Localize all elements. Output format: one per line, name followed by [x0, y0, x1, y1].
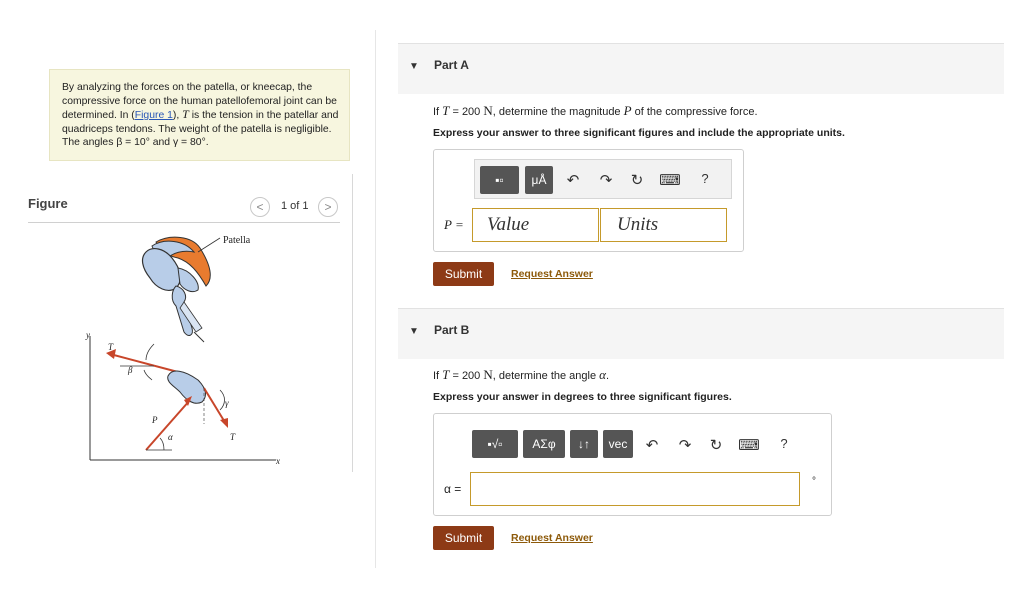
part-a-title: Part A: [434, 58, 469, 72]
figure-header-divider: [28, 222, 340, 223]
next-figure-button[interactable]: >: [318, 197, 338, 217]
templates-button[interactable]: ▪√▫: [472, 430, 518, 458]
units-button[interactable]: μÅ: [525, 166, 553, 194]
prev-figure-button[interactable]: <: [250, 197, 270, 217]
greek-symbols-button[interactable]: ΑΣφ: [523, 430, 565, 458]
part-b-answer-box: [433, 413, 832, 516]
tension-label-upper: T: [108, 342, 114, 352]
keyboard-icon[interactable]: ⌨: [738, 437, 760, 454]
figure-title: Figure: [28, 196, 68, 211]
value-input[interactable]: Value: [472, 208, 599, 242]
free-body-diagram: [106, 344, 228, 450]
part-a-answer-box: [433, 149, 744, 252]
part-a-question: If T = 200 N, determine the magnitude P of the compressive force.: [433, 103, 758, 118]
collapse-caret-icon[interactable]: ▼: [409, 61, 419, 72]
figure-panel-border: [352, 174, 353, 472]
part-b-title: Part B: [434, 323, 470, 337]
column-divider: [375, 30, 376, 568]
part-b-question: If T = 200 N, determine the angle α.: [433, 367, 610, 382]
help-icon[interactable]: ?: [780, 436, 788, 451]
figure-pager-text: 1 of 1: [281, 200, 309, 212]
beta-label: β: [128, 365, 133, 375]
beta-value: β = 10°: [116, 137, 150, 149]
part-b-toolbar: [472, 427, 792, 463]
reset-icon[interactable]: ↻: [709, 437, 723, 454]
figure-link[interactable]: Figure 1: [134, 110, 173, 122]
problem-text: By analyzing the forces on the patella, or kneecap, the compressive force on the human patellofemoral joint can be determined. In (Figure 1), T is the tension in the patellar and quadriceps tendons. The weight of the patella is negligible. The angles β = 10° and γ = 80°.: [62, 82, 339, 149]
redo-icon[interactable]: ↷: [599, 172, 613, 189]
undo-icon[interactable]: ↶: [566, 172, 580, 189]
x-axis-label: x: [276, 456, 280, 466]
keyboard-icon[interactable]: ⌨: [659, 172, 681, 189]
part-a-instruction: Express your answer to three significant figures and include the appropriate units.: [433, 127, 845, 139]
knee-illustration: [143, 237, 220, 342]
P-label: P: [152, 415, 158, 425]
gamma-label: γ: [225, 398, 229, 408]
part-b-submit-button[interactable]: Submit: [433, 526, 494, 550]
patella-label: Patella: [223, 235, 251, 246]
part-a-toolbar: [474, 159, 732, 199]
templates-button[interactable]: ▪▫: [480, 166, 519, 194]
undo-icon[interactable]: ↶: [645, 437, 659, 454]
degree-unit-label: °: [812, 476, 816, 487]
tension-label-lower: T: [230, 432, 236, 442]
redo-icon[interactable]: ↷: [678, 437, 692, 454]
P-variable-label: P =: [444, 217, 464, 232]
vector-button[interactable]: vec: [603, 430, 633, 458]
problem-statement: [49, 69, 350, 161]
part-a-header[interactable]: [398, 43, 1004, 94]
patella-figure: [80, 228, 290, 468]
reset-icon[interactable]: ↻: [630, 172, 644, 189]
part-a-submit-button[interactable]: Submit: [433, 262, 494, 286]
units-input[interactable]: Units: [600, 208, 727, 242]
part-b-request-answer-link[interactable]: Request Answer: [511, 532, 593, 544]
part-a-request-answer-link[interactable]: Request Answer: [511, 268, 593, 280]
y-axis-label: y: [86, 330, 90, 340]
alpha-label: α: [168, 432, 173, 442]
arrows-button[interactable]: ↓↑: [570, 430, 598, 458]
angle-input[interactable]: [470, 472, 800, 506]
collapse-caret-icon[interactable]: ▼: [409, 326, 419, 337]
part-b-header[interactable]: [398, 308, 1004, 359]
help-icon[interactable]: ?: [701, 171, 709, 186]
gamma-value: γ = 80°: [172, 137, 206, 149]
alpha-variable-label: α =: [444, 482, 462, 496]
part-b-instruction: Express your answer in degrees to three significant figures.: [433, 391, 732, 403]
